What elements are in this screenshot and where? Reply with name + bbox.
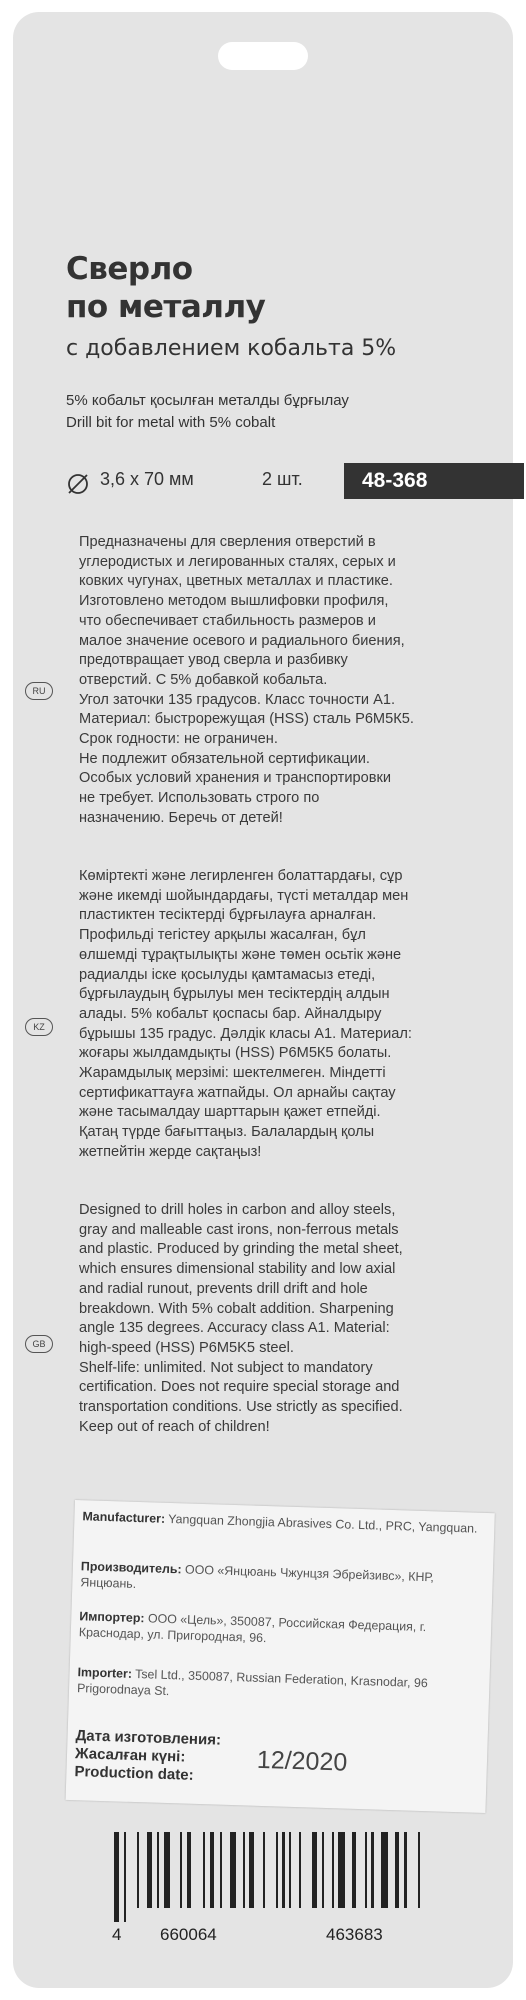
barcode-bar [243,1832,245,1908]
barcode-bar [418,1832,420,1908]
barcode-bar [332,1832,334,1908]
barcode-bar [282,1832,284,1908]
barcode-bar [147,1832,152,1908]
barcode-bar [187,1832,192,1908]
importer-ru-label: Импортер: [79,1609,145,1626]
importer-en-info [77,1664,482,1709]
barcode-bar [263,1832,265,1908]
spec-size: 3,6 х 70 мм [100,469,194,489]
date-label-ru: Дата изготовления: [75,1727,222,1749]
manufacturer-text: Yangquan Zhongjia Abrasives Co. Ltd., PRC, Yangquan. [168,1511,478,1536]
producer-text: ООО «Янцюань Чжунцзя Эбрейзивс», КНР, Янцюань. [80,1562,434,1591]
barcode-bar [157,1832,159,1908]
barcode-bar [249,1832,254,1908]
description-ru: Предназначены для сверления отверстий в углеродистых и легированных сталях, серых и ковких чугунах, цветных металлах и пластике. Изготовлено методом вышлифовки профиля, что обеспечивает стабильность размеров и малое значение осевого и радиального биения, предотвращает увод сверла и разбивку отверстий. С 5% добавкой кобальта. Угол заточки 135 градусов. Класс точности А1. Материал: быстрорежущая (HSS) сталь Р6М5К5. Срок годности: не ограничен. Не подлежит обязательной сертификации. Особых условий хранения и транспортировки не требует. Использовать строго по назначению. Беречь от детей! [79,534,414,826]
sku-badge: 48-368 [344,463,524,499]
product-subtitle: с добавлением кобальта 5% [66,336,397,361]
barcode-bar [338,1832,345,1908]
description-kz: Көміртекті және легирленген болаттардағы, сұр және икемді шойындардағы, түсті металдар мен пластиктен тесіктерді бұрғылауға арналған. Профильді тегістеу арқылы жасалған, бұл өлшемді тұрақтылықты және төмен осьтік және радиалды іске қосылуды қамтамасыз етеді, бұрғылаудың бұрылуы мен тесіктердің алдын алады. 5% кобальт қоспасы бар. Айналдыру бұрышы 135 градус. Дәлдік класы А1. Материал: жоғары жылдамдықты (HSS) Р6М5К5 болаты. Жарамдылық мерзімі: шектелмеген. Міндетті сертификаттауға жатпайды. Ол арнайы сақтау және тасымалдау шарттарын қажет етпейді. Қатаң түрде бағыттаңыз. Балалардың қолы жетпейтін жерде сақтаңыз! [79,868,412,1160]
importer-ru-info [79,1608,484,1653]
en-title: Drill bit for metal with 5% cobalt [66,414,276,431]
barcode-bar [404,1832,406,1908]
product-title [66,250,265,326]
production-date-labels [74,1727,221,1786]
lang-badge-kz: KZ [25,1018,53,1036]
description-en: Designed to drill holes in carbon and alloy steels, gray and malleable cast irons, non-ferrous metals and plastic. Produced by grinding the metal sheet, which ensures dimensional stability and low axial and radial runout, prevents drill drift and hole breakdown. With 5% cobalt addition. Sharpening angle 135 degrees. Accuracy class A1. Material: high-speed (HSS) P6M5K5 steel. Shelf-life: unlimited. Not subject to mandatory certification. Does not require special storage and transportation conditions. Use strictly as specified. Keep out of reach of children! [79,1202,403,1435]
barcode-bar [312,1832,317,1908]
barcode-bar [124,1832,126,1922]
title-line-2: по металлу [66,289,266,325]
hang-slot [218,42,308,70]
kz-title: 5% кобальт қосылған металды бұрғылау [66,392,349,409]
barcode-bar [289,1832,291,1908]
spec-quantity: 2 шт. [262,469,303,489]
lang-badge-gb: GB [25,1335,53,1353]
barcode-bar [203,1832,205,1908]
lang-badge-ru: RU [25,682,53,700]
barcode-bar [365,1832,367,1908]
barcode-bar [395,1832,400,1908]
spec-row [66,463,500,495]
manufacturer-sticker [66,1500,495,1813]
barcode-bar [371,1832,373,1908]
barcode-bar [164,1832,171,1908]
date-label-kz: Жасалған күні: [74,1745,186,1766]
barcode-first-digit: 4 [112,1925,122,1944]
barcode-group-1: 660064 [160,1925,217,1944]
barcode-bar [180,1832,182,1908]
manufacturer-label: Manufacturer: [82,1509,166,1526]
title-line-1: Сверло [66,251,193,287]
barcode-bar [352,1832,357,1908]
barcode-bar [230,1832,237,1908]
barcode-bar [220,1832,222,1908]
barcode-bar [210,1832,215,1908]
production-date-value: 12/2020 [256,1745,348,1777]
barcode-bar [299,1832,301,1908]
barcode-bar [137,1832,139,1908]
barcode-bar [276,1832,278,1908]
manufacturer-info [82,1508,486,1537]
barcode-bar [322,1832,324,1908]
importer-ru-text: ООО «Цель», 350087, Российская Федерация, г. Краснодар, ул. Пригородная, 96. [78,1611,427,1646]
barcode [110,1832,470,1922]
barcode-group-2: 463683 [326,1925,383,1944]
producer-label: Производитель: [80,1559,182,1577]
barcode-bar [114,1832,119,1922]
date-label-en: Production date: [74,1763,194,1784]
importer-en-text: Tsel Ltd., 350087, Russian Federation, Krasnodar, 96 Prigorodnaya St. [76,1666,428,1699]
barcode-bar [381,1832,388,1908]
importer-en-label: Importer: [77,1665,133,1681]
producer-info [80,1558,485,1603]
diameter-icon [66,472,90,496]
